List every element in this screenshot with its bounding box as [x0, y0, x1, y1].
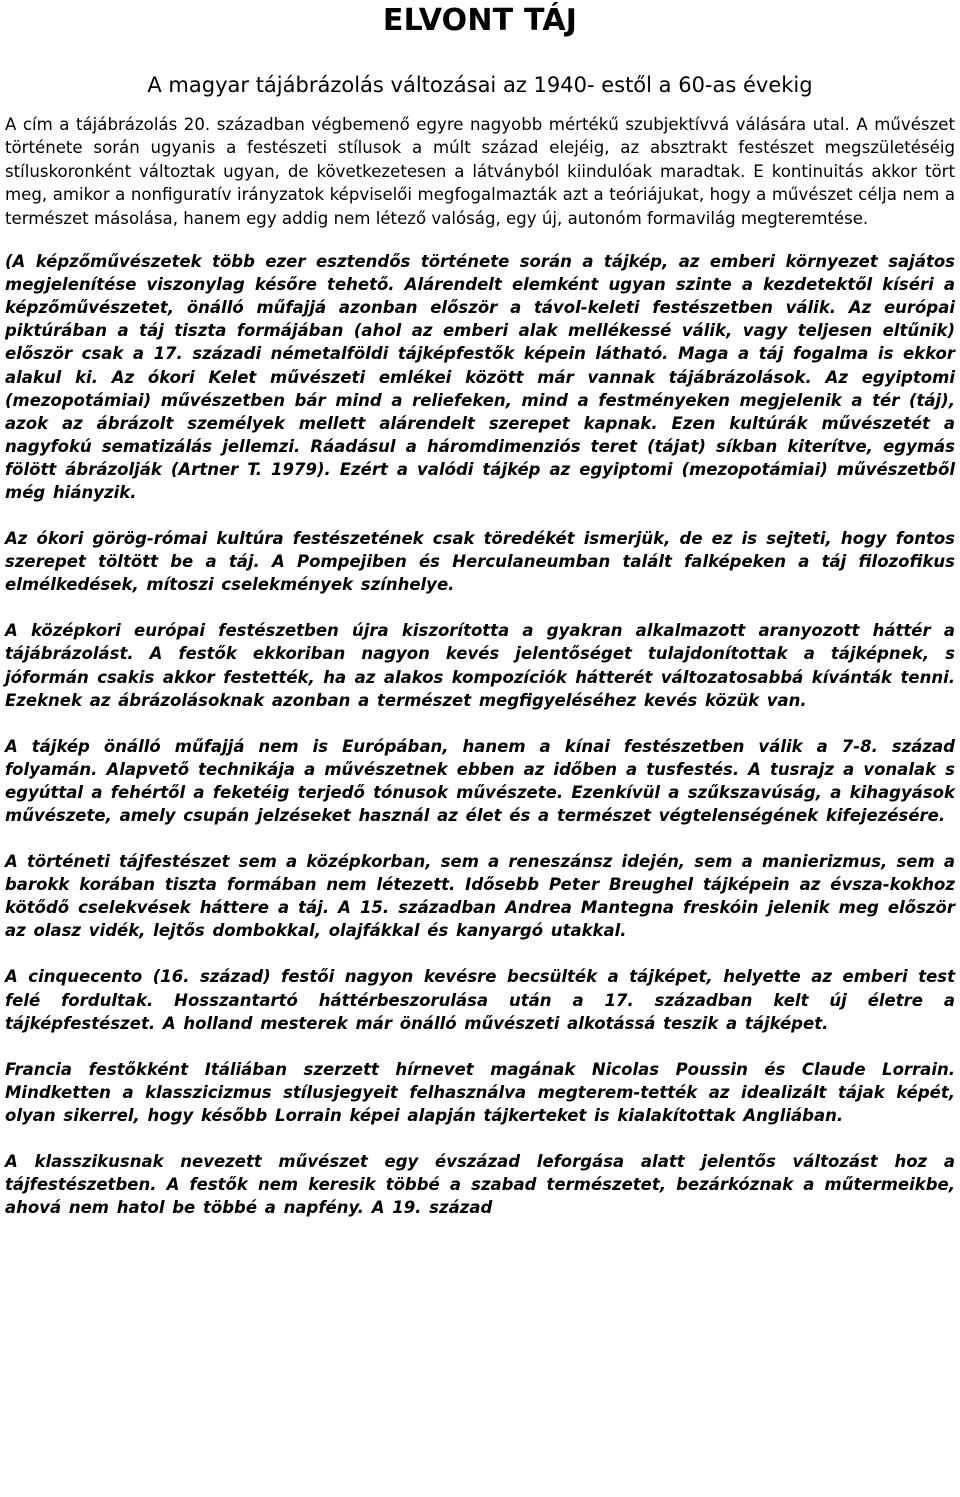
document-title: ELVONT TÁJ [382, 3, 578, 38]
intro-paragraph: A cím a tájábrázolás 20. században végbemenő egyre nagyobb mértékű szubjektívvá válására utal. A művészet története során ugyanis a festészeti stílusok a múlt század elejéig, az absztrakt festészet megszületéséig stíluskoronként változtak ugyan, de következetesen a látványból kiindulóak maradtak. E kontinuitás akkor tört meg, amikor a nonfiguratív irányzatok képviselői megfogalmazták azt a teóriájukat, hogy a művészet célja nem a természet másolása, hanem egy addig nem létező valóság, egy új, autonóm formavilág megteremtése. [5, 115, 955, 228]
paragraph-art-history: (A képzőművészetek több ezer esztendős története során a tájkép, az emberi környezet sajátos megjelenítése viszonylag későre tehető. Alárendelt elemként ugyan szinte a kezdetektől kíséri a képzőművészetet, önálló műfajjá azonban először a távol-keleti festészetben válik. Az európai piktúrában a táj tiszta formájában (ahol az emberi alak mellékessé válik, vagy teljesen eltűnik) először csak a 17. századi németalföldi tájképfestők képein látható. Maga a táj fogalma is ekkor alakul ki. Az ókori Kelet művészeti emlékei között már vannak tájábrázolások. Az egyiptomi (mezopotámiai) művészetben bár mind a reliefeken, mind a festményeken megjelenik a tér (táj), azok az ábrázolt személyek mellett alárendelt szerepet kapnak. Ezen kultúrák művészetét a nagyfokú sematizálás jellemzi. Ráadásul a háromdimenziós teret (tájat) síkban kiterítve, egymás fölött ábrázolják (Artner T. 1979). Ezért a valódi tájkép az egyiptomi (mezopotámiai) művészetből még hiányzik. [5, 252, 955, 502]
paragraph-greco-roman: Az ókori görög-római kultúra festészetének csak töredékét ismerjük, de ez is sejteti, hogy fontos szerepet töltött be a táj. A Pompejiben és Herculaneumban talált falképeken a táj filozofikus elmélkedések, mítoszi cselekmények színhelye. [5, 529, 955, 595]
paragraph-classicism: A klasszikusnak nevezett művészet egy évszázad leforgása alatt jelentős változást hoz a tájfestészetben. A festők nem keresik többé a szabad természetet, bezárkóznak a műtermeikbe, ahová nem hatol be többé a napfény. A 19. század [5, 1152, 955, 1218]
paragraph-french: Francia festőkként Itáliában szerzett hírnevet magának Nicolas Poussin és Claude Lorrain. Mindketten a klasszicizmus stílusjegyeit felhasználva megterem-tették az idealizált tájak képét, olyan sikerrel, hogy később Lorrain képei alapján tájkerteket is kialakítottak Angliában. [5, 1059, 955, 1125]
paragraph-historical: A történeti tájfestészet sem a középkorban, sem a reneszánsz idején, sem a manierizmus, sem a barokk korában tiszta formában nem létezett. Idősebb Peter Breughel tájképein az évsza-kokhoz kötődő cselekvések háttere a táj. A 15. században Andrea Mantegna freskóin jelenik meg először az olasz vidék, lejtős dombokkal, olajfákkal és kanyargó utakkal. [5, 852, 955, 941]
document-subtitle: A magyar tájábrázolás változásai az 1940- estől a 60-as évekig [147, 73, 813, 97]
paragraph-chinese: A tájkép önálló műfajjá nem is Európában, hanem a kínai festészetben válik a 7-8. század folyamán. Alapvető technikája a művészetnek ebben az időben a tusfestés. A tusrajz a vonalak s egyúttal a fehértől a feketéig terjedő tónusok művészete. Ezenkívül a szűkszavúság, a kihagyások művészete, amely csupán jelzéseket használ az élet és a természet végtelenségének kifejezésére. [5, 736, 955, 825]
paragraph-cinquecento: A cinquecento (16. század) festői nagyon kevésre becsülték a tájképet, helyette az emberi test felé fordultak. Hosszantartó háttérbeszorulása után a 17. században kelt új életre a tájképfestészet. A holland mesterek már önálló művészeti alkotássá teszik a tájképet. [5, 967, 955, 1033]
paragraph-medieval: A középkori európai festészetben újra kiszorította a gyakran alkalmazott aranyozott háttér a tájábrázolást. A festők ekkoriban nagyon kevés jelentőséget tulajdonítottak a tájképnek, s jóformán csakis akkor festették, ha az alakos kompozíciók hátterét változatosabbá kívánták tenni. Ezeknek az ábrázolásoknak azonban a természet megfigyeléséhez kevés közük van. [5, 621, 955, 710]
